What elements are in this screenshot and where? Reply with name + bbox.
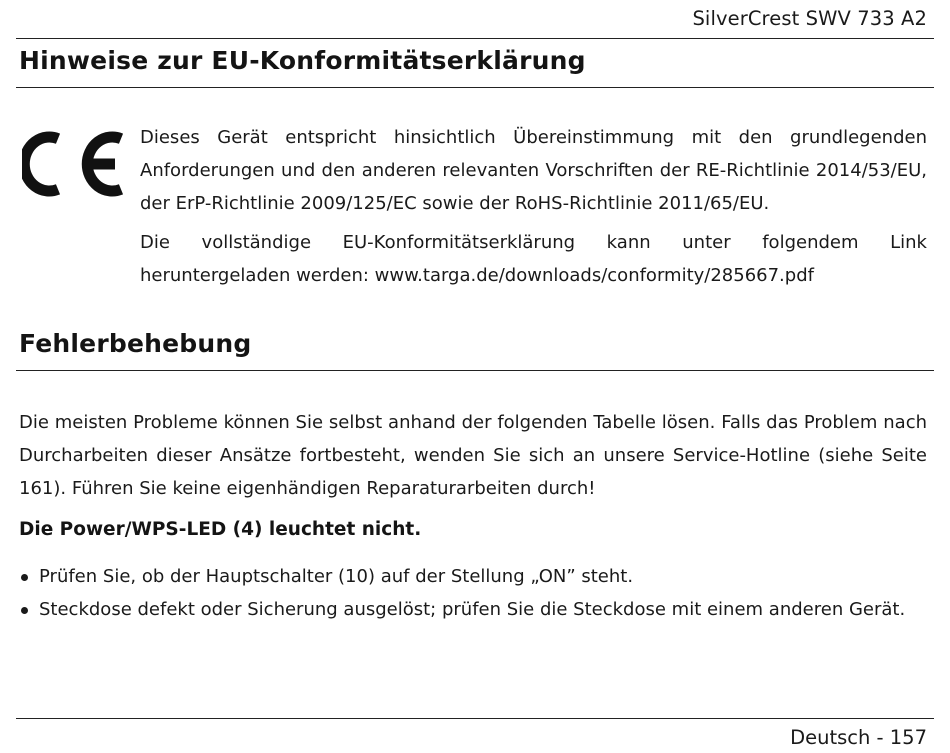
header-rule [16, 38, 934, 39]
page-number: Deutsch - 157 [790, 726, 927, 749]
section-title-troubleshooting: Fehlerbehebung [19, 329, 252, 358]
section-title-eu-conformity: Hinweise zur EU-Konformitätserklärung [19, 46, 586, 75]
bullet-icon [21, 574, 28, 581]
header-product-name: SilverCrest SWV 733 A2 [692, 7, 927, 30]
conformity-paragraph: Dieses Gerät entspricht hinsichtlich Übereinstimmung mit den grundlegenden Anforderungen und den anderen relevanten Vorschriften der RE-Richtlinie 2014/53/EU, der ErP-Richtlinie 2009/125/EC sowie der RoHS-Richtlinie 2011/65/EU. [140, 127, 927, 214]
bullet-icon [21, 607, 28, 614]
troubleshooting-intro: Die meisten Probleme können Sie selbst anhand der folgenden Tabelle lösen. Falls das Problem nach Durcharbeiten dieser Ansätze fortbesteht, wenden Sie sich an unsere Service-Hotline (siehe Seite 161). Führen Sie keine eigenhändigen Reparaturarbeiten durch! [19, 412, 927, 499]
list-item-text: Steckdose defekt oder Sicherung ausgelöst; prüfen Sie die Steckdose mit einem anderen Gerät. [39, 599, 906, 620]
list-item-text: Prüfen Sie, ob der Hauptschalter (10) auf der Stellung „ON” steht. [39, 566, 634, 587]
ce-mark-icon [22, 127, 130, 201]
section-title-rule [16, 370, 934, 371]
conformity-download-paragraph: Die vollständige EU-Konformitätserklärung kann unter folgendem Link heruntergeladen werden: www.targa.de/downloads/conformity/285667.pdf [140, 232, 927, 286]
section-title-rule [16, 87, 934, 88]
footer-rule [16, 718, 934, 719]
solution-list [19, 560, 905, 626]
list-item [19, 593, 905, 626]
list-item [19, 560, 905, 593]
problem-heading: Die Power/WPS-LED (4) leuchtet nicht. [19, 519, 422, 540]
